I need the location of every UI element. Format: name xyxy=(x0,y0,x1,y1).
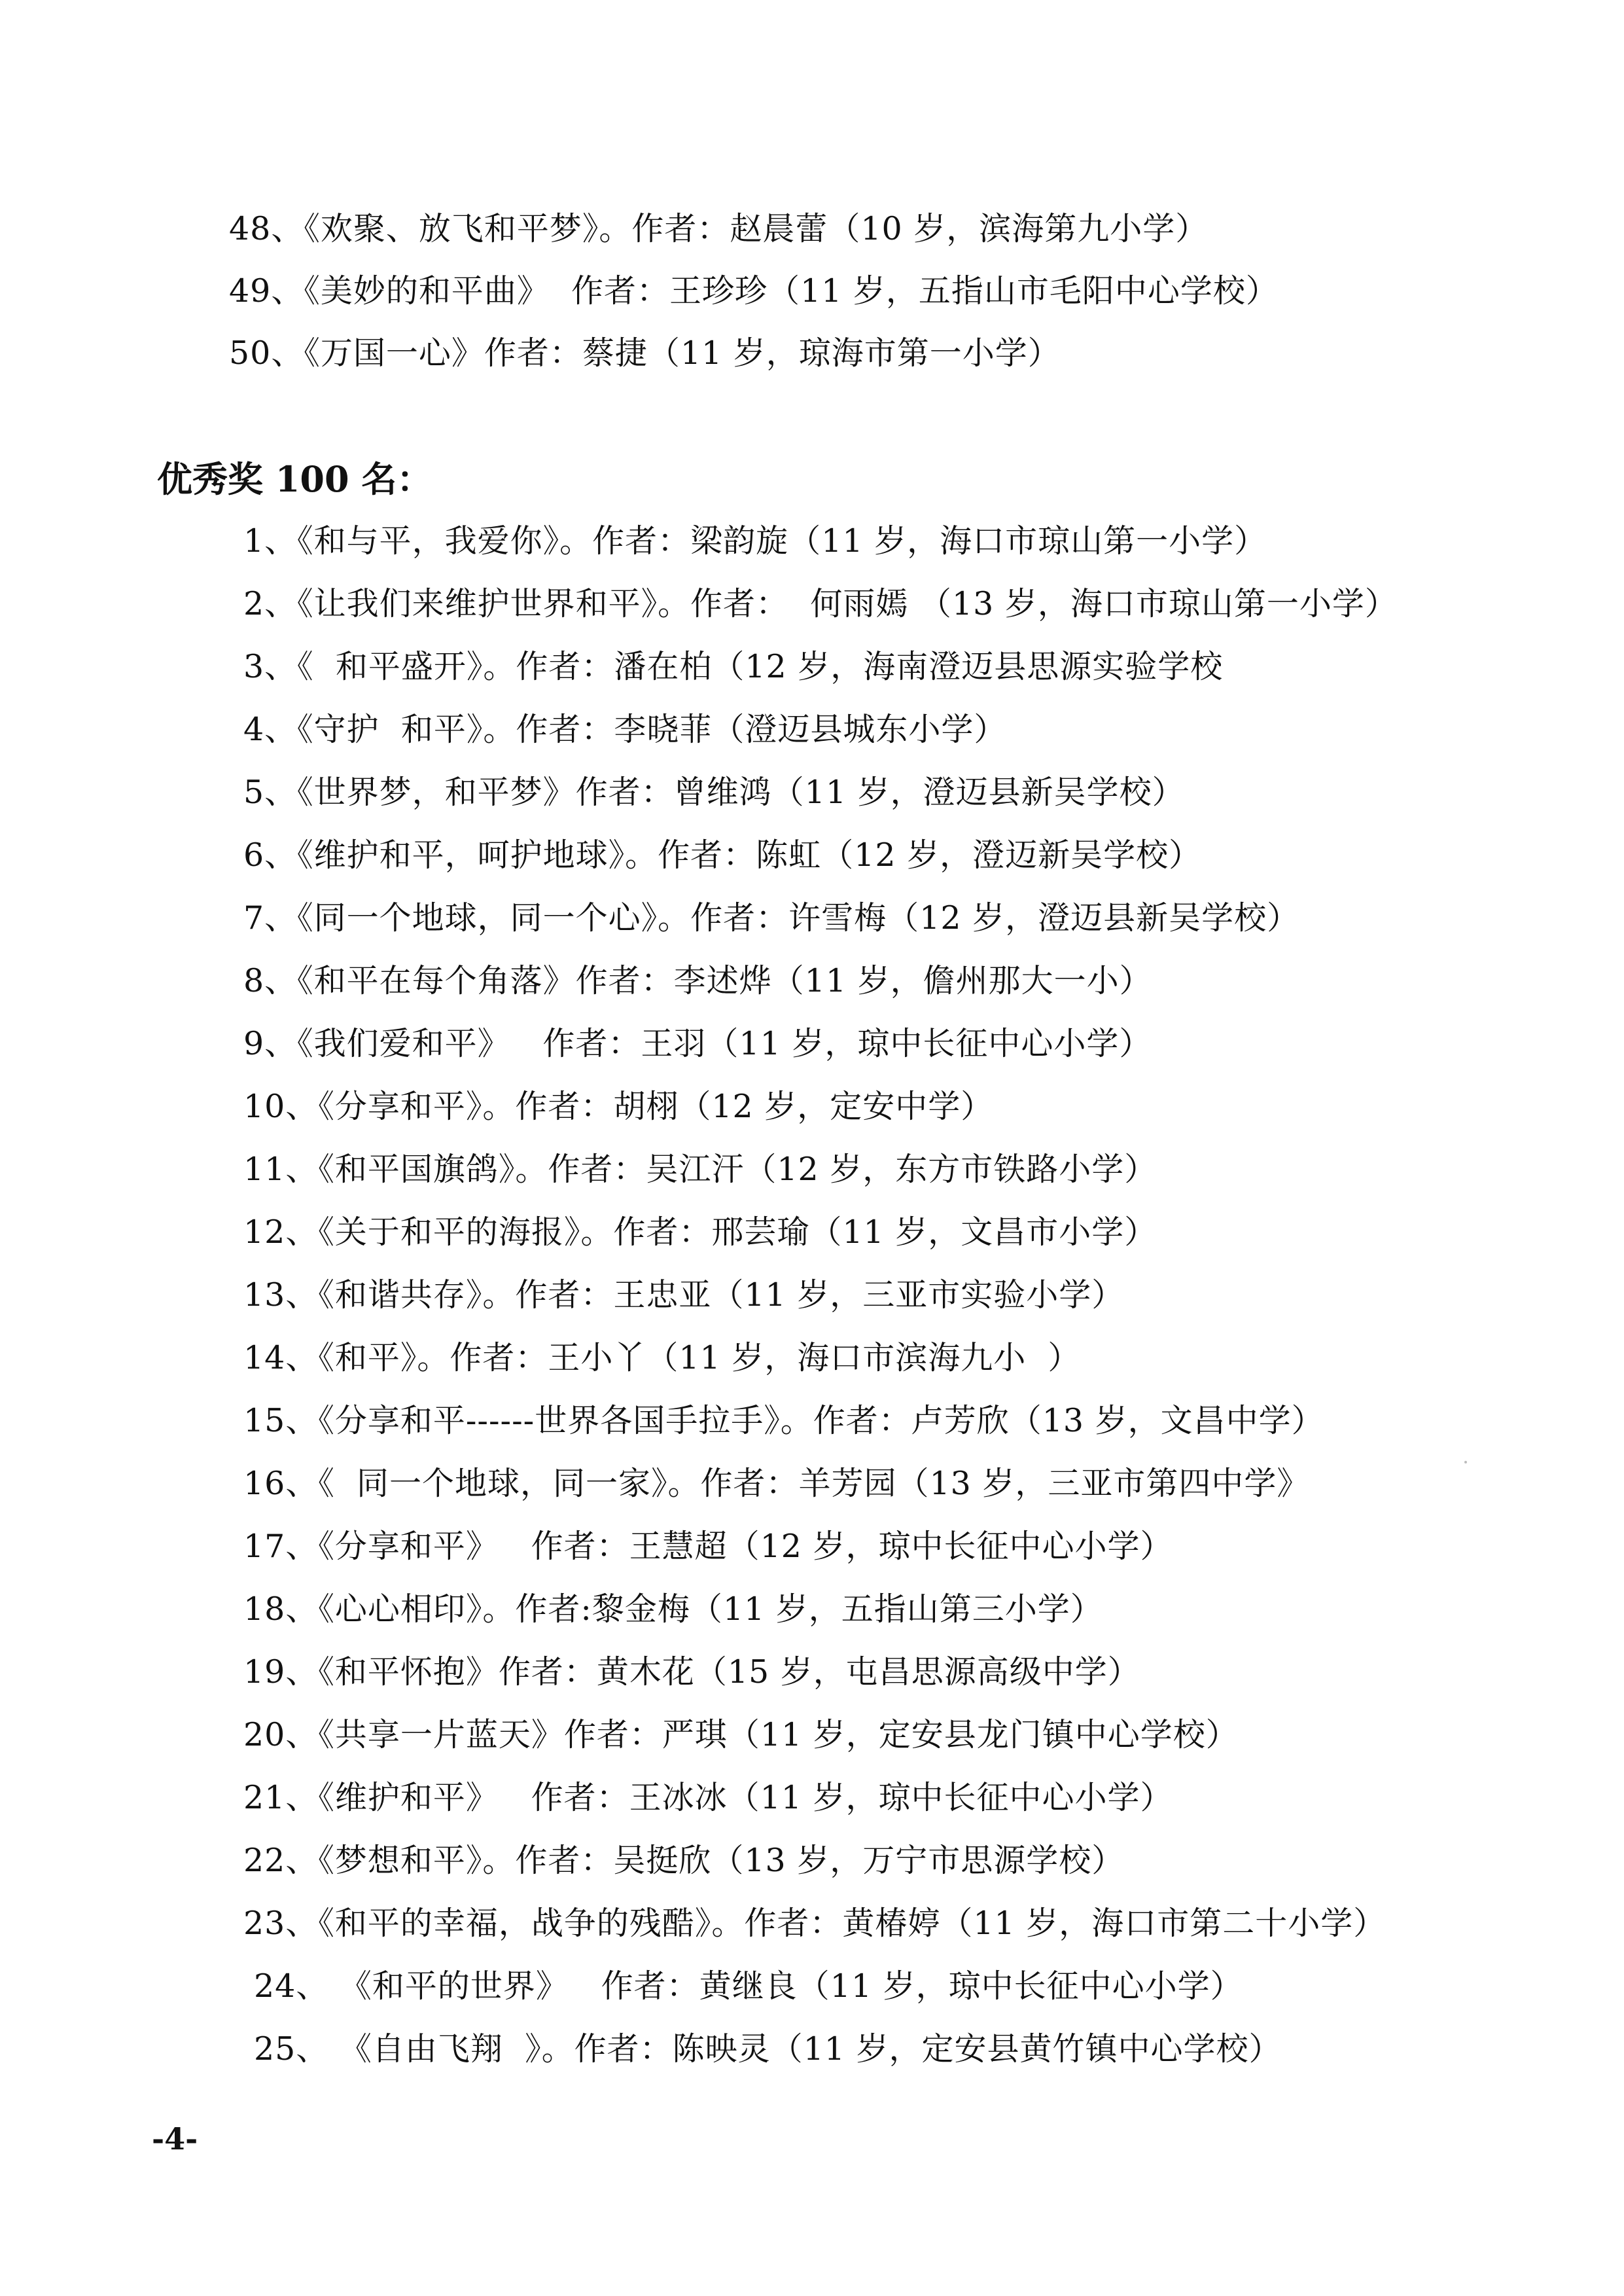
list-item: 10、《分享和平》。作者：胡栩（12 岁，定安中学） xyxy=(243,1088,994,1125)
list-item: 1、《和与平，我爱你》。作者：梁韵旋（11 岁，海口市琼山第一小学） xyxy=(243,522,1267,560)
list-item: 50、《万国一心》作者：蔡捷（11 岁，琼海市第一小学） xyxy=(229,334,1061,372)
scan-speck xyxy=(1464,1461,1467,1463)
list-item: 49、《美妙的和平曲》 作者：王珍珍（11 岁，五指山市毛阳中心学校） xyxy=(229,272,1279,310)
list-item: 48、《欢聚、放飞和平梦》。作者：赵晨蕾（10 岁，滨海第九小学） xyxy=(229,210,1209,247)
list-item: 6、《维护和平，呵护地球》。作者：陈虹（12 岁，澄迈新吴学校） xyxy=(243,836,1202,874)
list-item: 7、《同一个地球，同一个心》。作者：许雪梅（12 岁，澄迈县新吴学校） xyxy=(243,899,1300,937)
list-item: 12、《关于和平的海报》。作者：邢芸瑜（11 岁，文昌市小学） xyxy=(243,1213,1157,1251)
list-item: 3、《 和平盛开》。作者：潘在柏（12 岁，海南澄迈县思源实验学校 xyxy=(243,648,1224,685)
list-item: 25、 《自由飞翔 》。作者：陈映灵（11 岁，定安县黄竹镇中心学校） xyxy=(254,2030,1282,2068)
page-number: -4- xyxy=(152,2121,198,2157)
list-item: 4、《守护 和平》。作者：李晓菲（澄迈县城东小学） xyxy=(243,711,1007,748)
list-item: 16、《 同一个地球，同一家》。作者：羊芳园（13 岁，三亚市第四中学》 xyxy=(243,1465,1310,1502)
list-item: 9、《我们爱和平》 作者：王羽（11 岁，琼中长征中心小学） xyxy=(243,1025,1152,1062)
list-item: 13、《和谐共存》。作者：王忠亚（11 岁，三亚市实验小学） xyxy=(243,1276,1125,1314)
section-heading: 优秀奖 100 名： xyxy=(157,458,432,500)
list-item: 11、《和平国旗鸽》。作者：吴江汗（12 岁，东方市铁路小学） xyxy=(243,1151,1157,1188)
list-item: 5、《世界梦，和平梦》作者：曾维鸿（11 岁，澄迈县新吴学校） xyxy=(243,774,1185,811)
list-item: 24、 《和平的世界》 作者：黄继良（11 岁，琼中长征中心小学） xyxy=(254,1967,1243,2005)
list-item: 21、《维护和平》 作者：王冰冰（11 岁，琼中长征中心小学） xyxy=(243,1779,1173,1816)
list-item: 19、《和平怀抱》作者：黄木花（15 岁，屯昌思源高级中学） xyxy=(243,1653,1140,1691)
list-item: 18、《心心相印》。作者:黎金梅（11 岁，五指山第三小学） xyxy=(243,1590,1103,1628)
list-item: 15、《分享和平------世界各国手拉手》。作者：卢芳欣（13 岁，文昌中学） xyxy=(243,1402,1324,1439)
list-item: 8、《和平在每个角落》作者：李述烨（11 岁，儋州那大一小） xyxy=(243,962,1152,999)
list-item: 23、《和平的幸福，战争的残酷》。作者：黄椿婷（11 岁，海口市第二十小学） xyxy=(243,1905,1386,1942)
list-item: 17、《分享和平》 作者：王慧超（12 岁，琼中长征中心小学） xyxy=(243,1528,1173,1565)
list-item: 20、《共享一片蓝天》作者：严琪（11 岁，定安县龙门镇中心学校） xyxy=(243,1716,1239,1753)
list-item: 22、《梦想和平》。作者：吴挺欣（13 岁，万宁市思源学校） xyxy=(243,1842,1125,1879)
list-item: 2、《让我们来维护世界和平》。作者： 何雨嫣 （13 岁，海口市琼山第一小学） xyxy=(243,585,1398,622)
list-item: 14、《和平》。作者：王小丫（11 岁，海口市滨海九小 ） xyxy=(243,1339,1081,1376)
